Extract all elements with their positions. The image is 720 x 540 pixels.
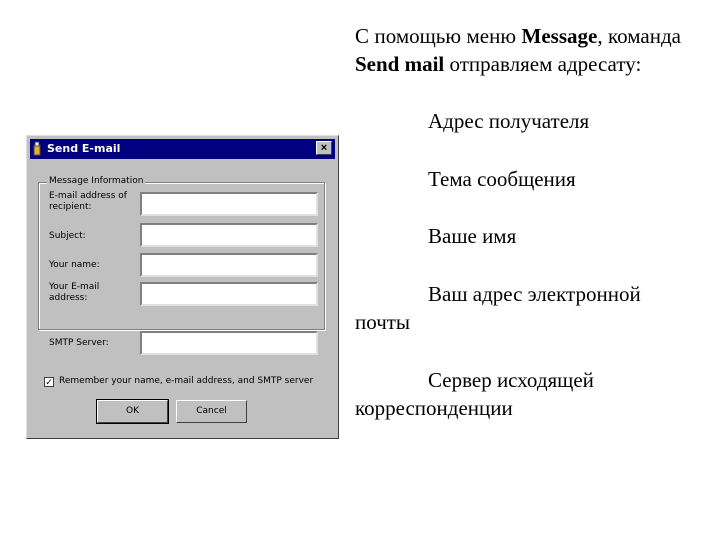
your-name-label: Your name: — [49, 260, 100, 270]
item-your-email-cont: почты — [355, 310, 411, 334]
subject-label: Subject: — [49, 231, 86, 241]
menu-name: Message — [521, 24, 598, 48]
close-icon: × — [320, 142, 328, 154]
intro-paragraph — [355, 22, 681, 78]
item-recipient-address: Адрес получателя — [428, 109, 590, 133]
close-button[interactable] — [316, 141, 332, 155]
recipient-email-input[interactable] — [140, 192, 318, 216]
intro-text-3: отправляем адресату: — [444, 52, 642, 76]
smtp-server-label: SMTP Server: — [49, 338, 109, 348]
item-your-name: Ваше имя — [428, 224, 517, 248]
your-email-input[interactable] — [140, 282, 318, 306]
checkmark-icon: ✓ — [45, 377, 53, 387]
your-email-label: Your E-mail address: — [49, 282, 100, 303]
intro-text-2: , команда — [597, 24, 681, 48]
recipient-label: E-mail address of recipient: — [49, 191, 127, 212]
dialog-title: Send E-mail — [47, 142, 121, 155]
group-label: Message Information — [49, 176, 144, 186]
item-subject: Тема сообщения — [428, 167, 576, 191]
item-smtp-server: Сервер исходящей — [428, 368, 594, 392]
command-name: Send mail — [355, 52, 445, 76]
remember-checkbox[interactable] — [44, 377, 54, 387]
cancel-button[interactable]: Cancel — [176, 400, 247, 423]
item-your-email: Ваш адрес электронной — [428, 282, 641, 306]
item-smtp-server-cont: корреспонденции — [355, 396, 513, 420]
ok-button[interactable]: OK — [97, 400, 168, 423]
send-email-dialog — [26, 135, 339, 439]
your-name-input[interactable] — [140, 253, 318, 277]
subject-input[interactable] — [140, 223, 318, 247]
remember-checkbox-label[interactable]: Remember your name, e-mail address, and SMTP server — [59, 376, 314, 386]
intro-text-1: С помощью меню — [355, 24, 522, 48]
mail-icon — [33, 141, 42, 156]
smtp-server-input[interactable] — [140, 331, 318, 355]
dialog-titlebar[interactable] — [30, 139, 335, 159]
